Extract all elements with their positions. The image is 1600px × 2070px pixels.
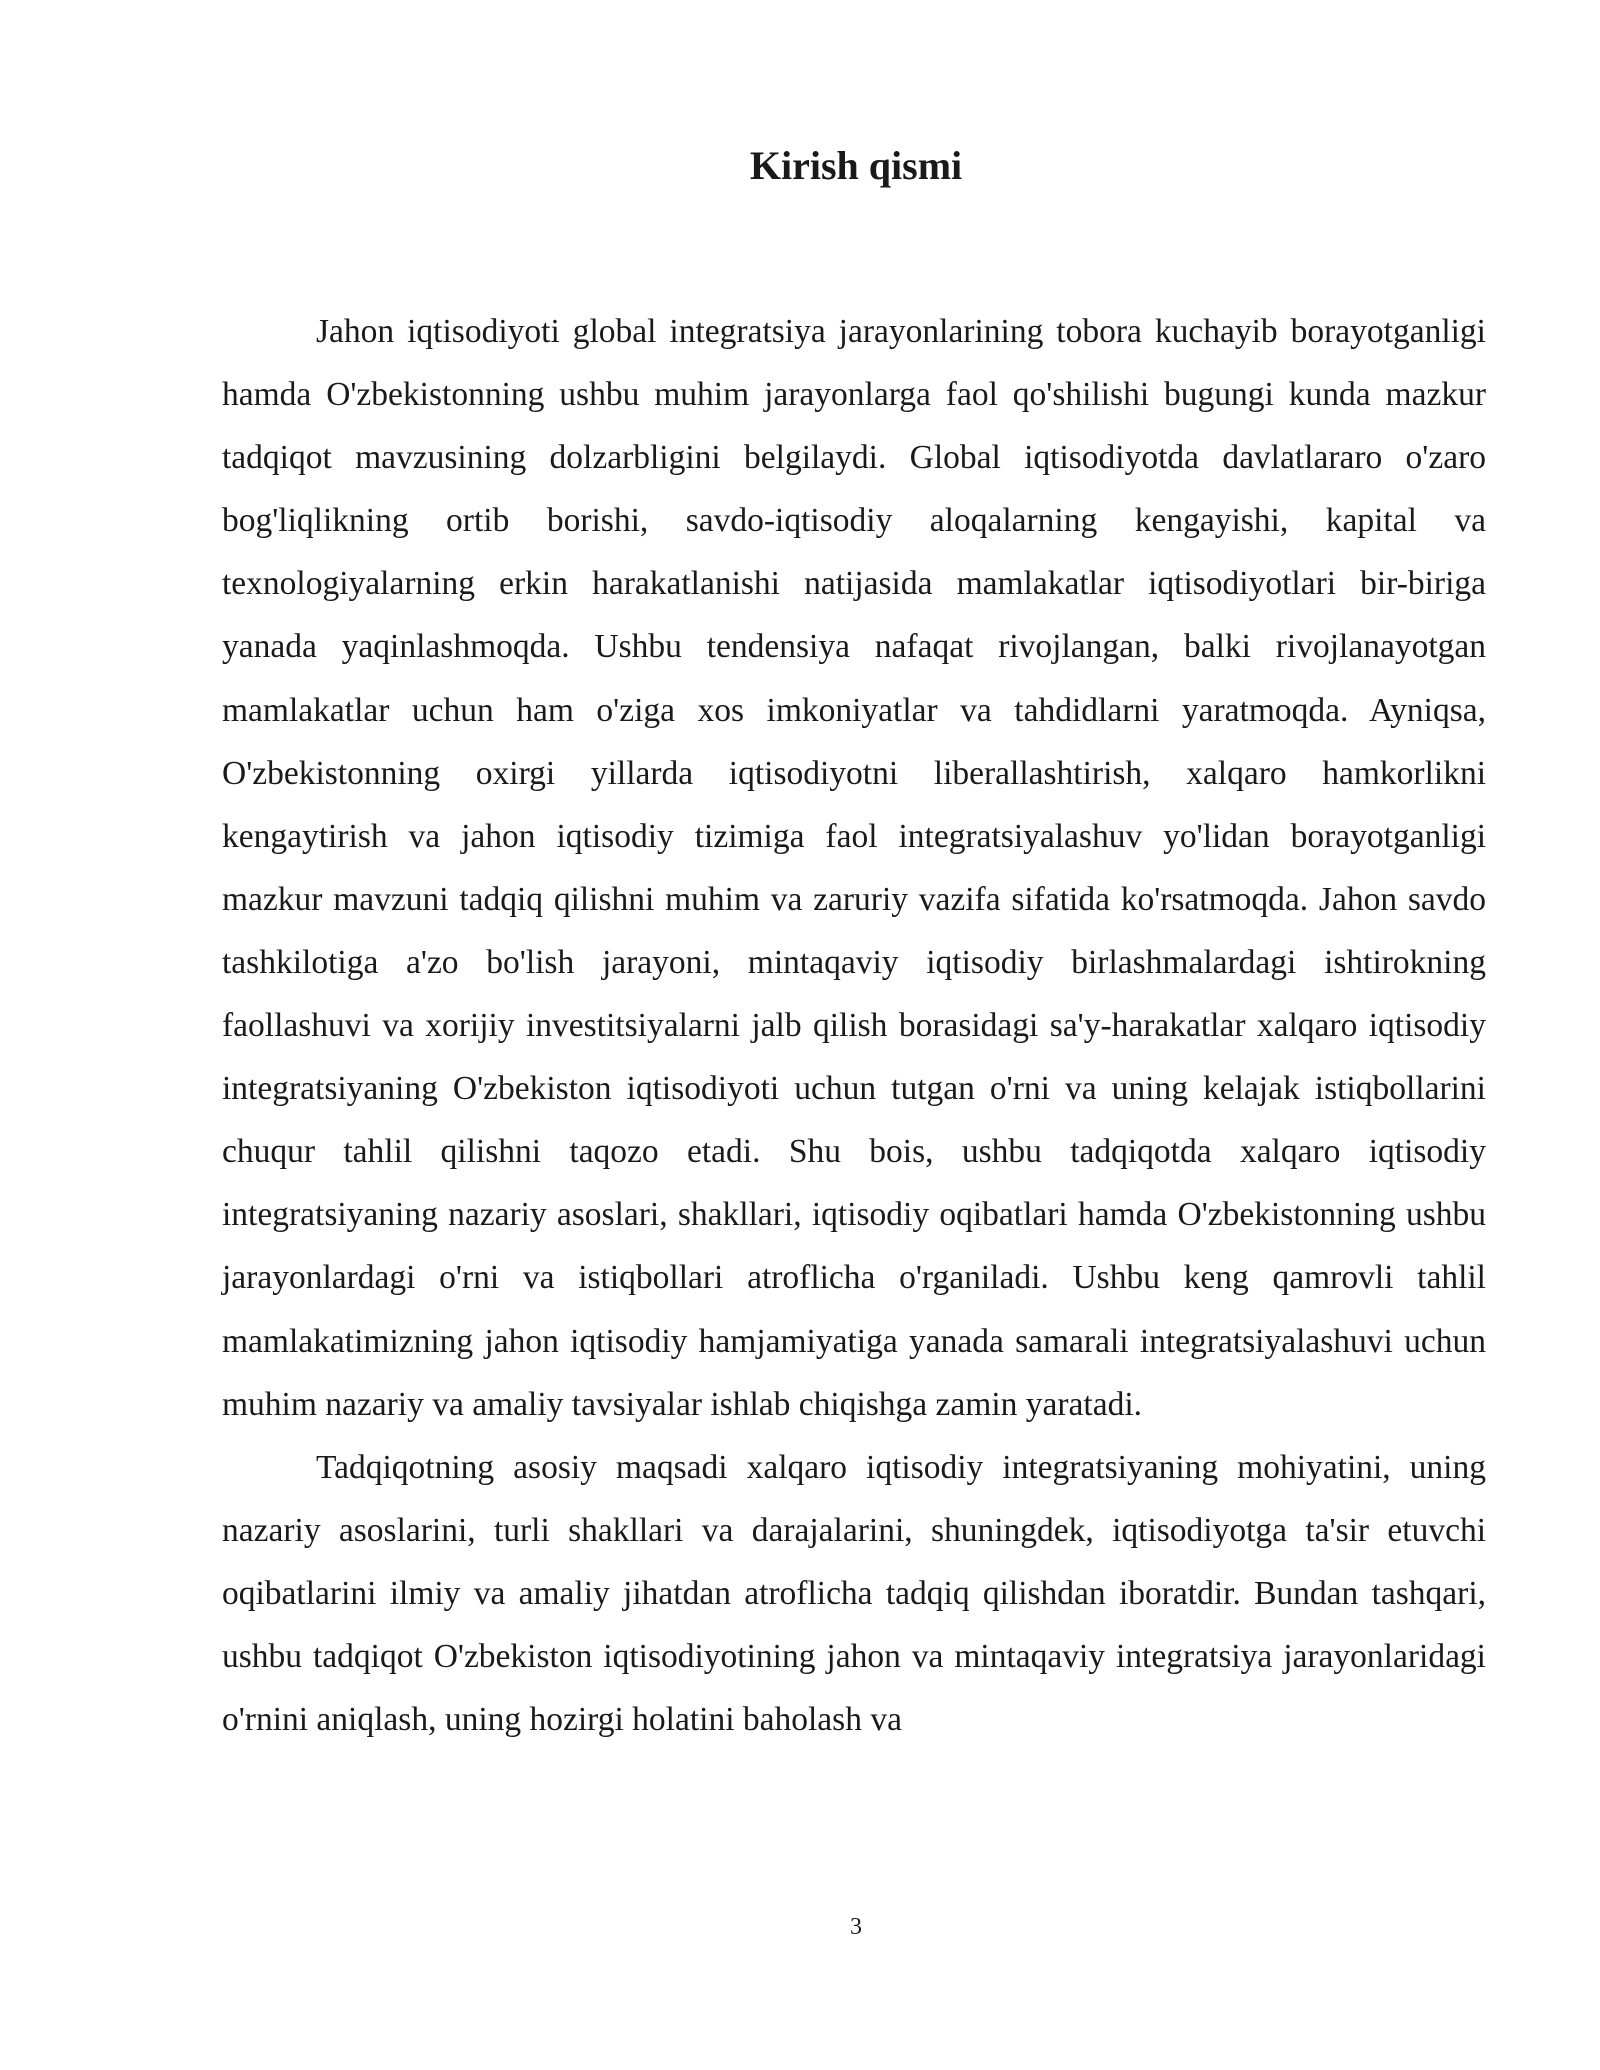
paragraph-1: Jahon iqtisodiyoti global integratsiya jarayonlarining tobora kuchayib borayotganligi hamda O'zbekistonning ushbu muhim jarayonlarga faol qo'shilishi bugungi kunda mazkur tadqiqot mavzusining dolzarbligini belgilaydi. Global iqtisodiyotda davlatlararo o'zaro bog'liqlikning ortib borishi, savdo-iqtisodiy aloqalarning kengayishi, kapital va texnologiyalarning erkin harakatlanishi natijasida mamlakatlar iqtisodiyotlari bir-biriga yanada yaqinlashmoqda. Ushbu tendensiya nafaqat rivojlangan, balki rivojlanayotgan mamlakatlar uchun ham o'ziga xos imkoniyatlar va tahdidlarni yaratmoqda. Ayniqsa, O'zbekistonning oxirgi yillarda iqtisodiyotni liberallashtirish, xalqaro hamkorlikni kengaytirish va jahon iqtisodiy tizimiga faol integratsiyalashuv yo'lidan borayotganligi mazkur mavzuni tadqiq qilishni muhim va zaruriy vazifa sifatida ko'rsatmoqda. Jahon savdo tashkilotiga a'zo bo'lish jarayoni, mintaqaviy iqtisodiy birlashmalardagi ishtirokning faollashuvi va xorijiy investitsiyalarni jalb qilish borasidagi sa'y-harakatlar xalqaro iqtisodiy integratsiyaning O'zbekiston iqtisodiyoti uchun tutgan o'rni va uning kelajak istiqbollarini chuqur tahlil qilishni taqozo etadi. Shu bois, ushbu tadqiqotda xalqaro iqtisodiy integratsiyaning nazariy asoslari, shakllari, iqtisodiy oqibatlari hamda O'zbekistonning ushbu jarayonlardagi o'rni va istiqbollari atroflicha o'rganiladi. Ushbu keng qamrovli tahlil mamlakatimizning jahon iqtisodiy hamjamiyatiga yanada samarali integratsiyalashuvi uchun muhim nazariy va amaliy tavsiyalar ishlab chiqishga zamin yaratadi.	[222, 313, 1486, 1423]
paragraph-2: Tadqiqotning asosiy maqsadi xalqaro iqtisodiy integratsiyaning mohiyatini, uning nazariy asoslarini, turli shakllari va darajalarini, shuningdek, iqtisodiyotga ta'sir etuvchi oqibatlarini ilmiy va amaliy jihatdan atroflicha tadqiq qilishdan iboratdir. Bundan tashqari, ushbu tadqiqot O'zbekiston iqtisodiyotining jahon va mintaqaviy integratsiya jarayonlaridagi o'rnini aniqlash, uning hozirgi holatini baholash va	[222, 1448, 1486, 1739]
page-number: 3	[850, 1914, 862, 1940]
page-title: Kirish qismi	[749, 143, 963, 188]
body-text	[222, 300, 1486, 1751]
